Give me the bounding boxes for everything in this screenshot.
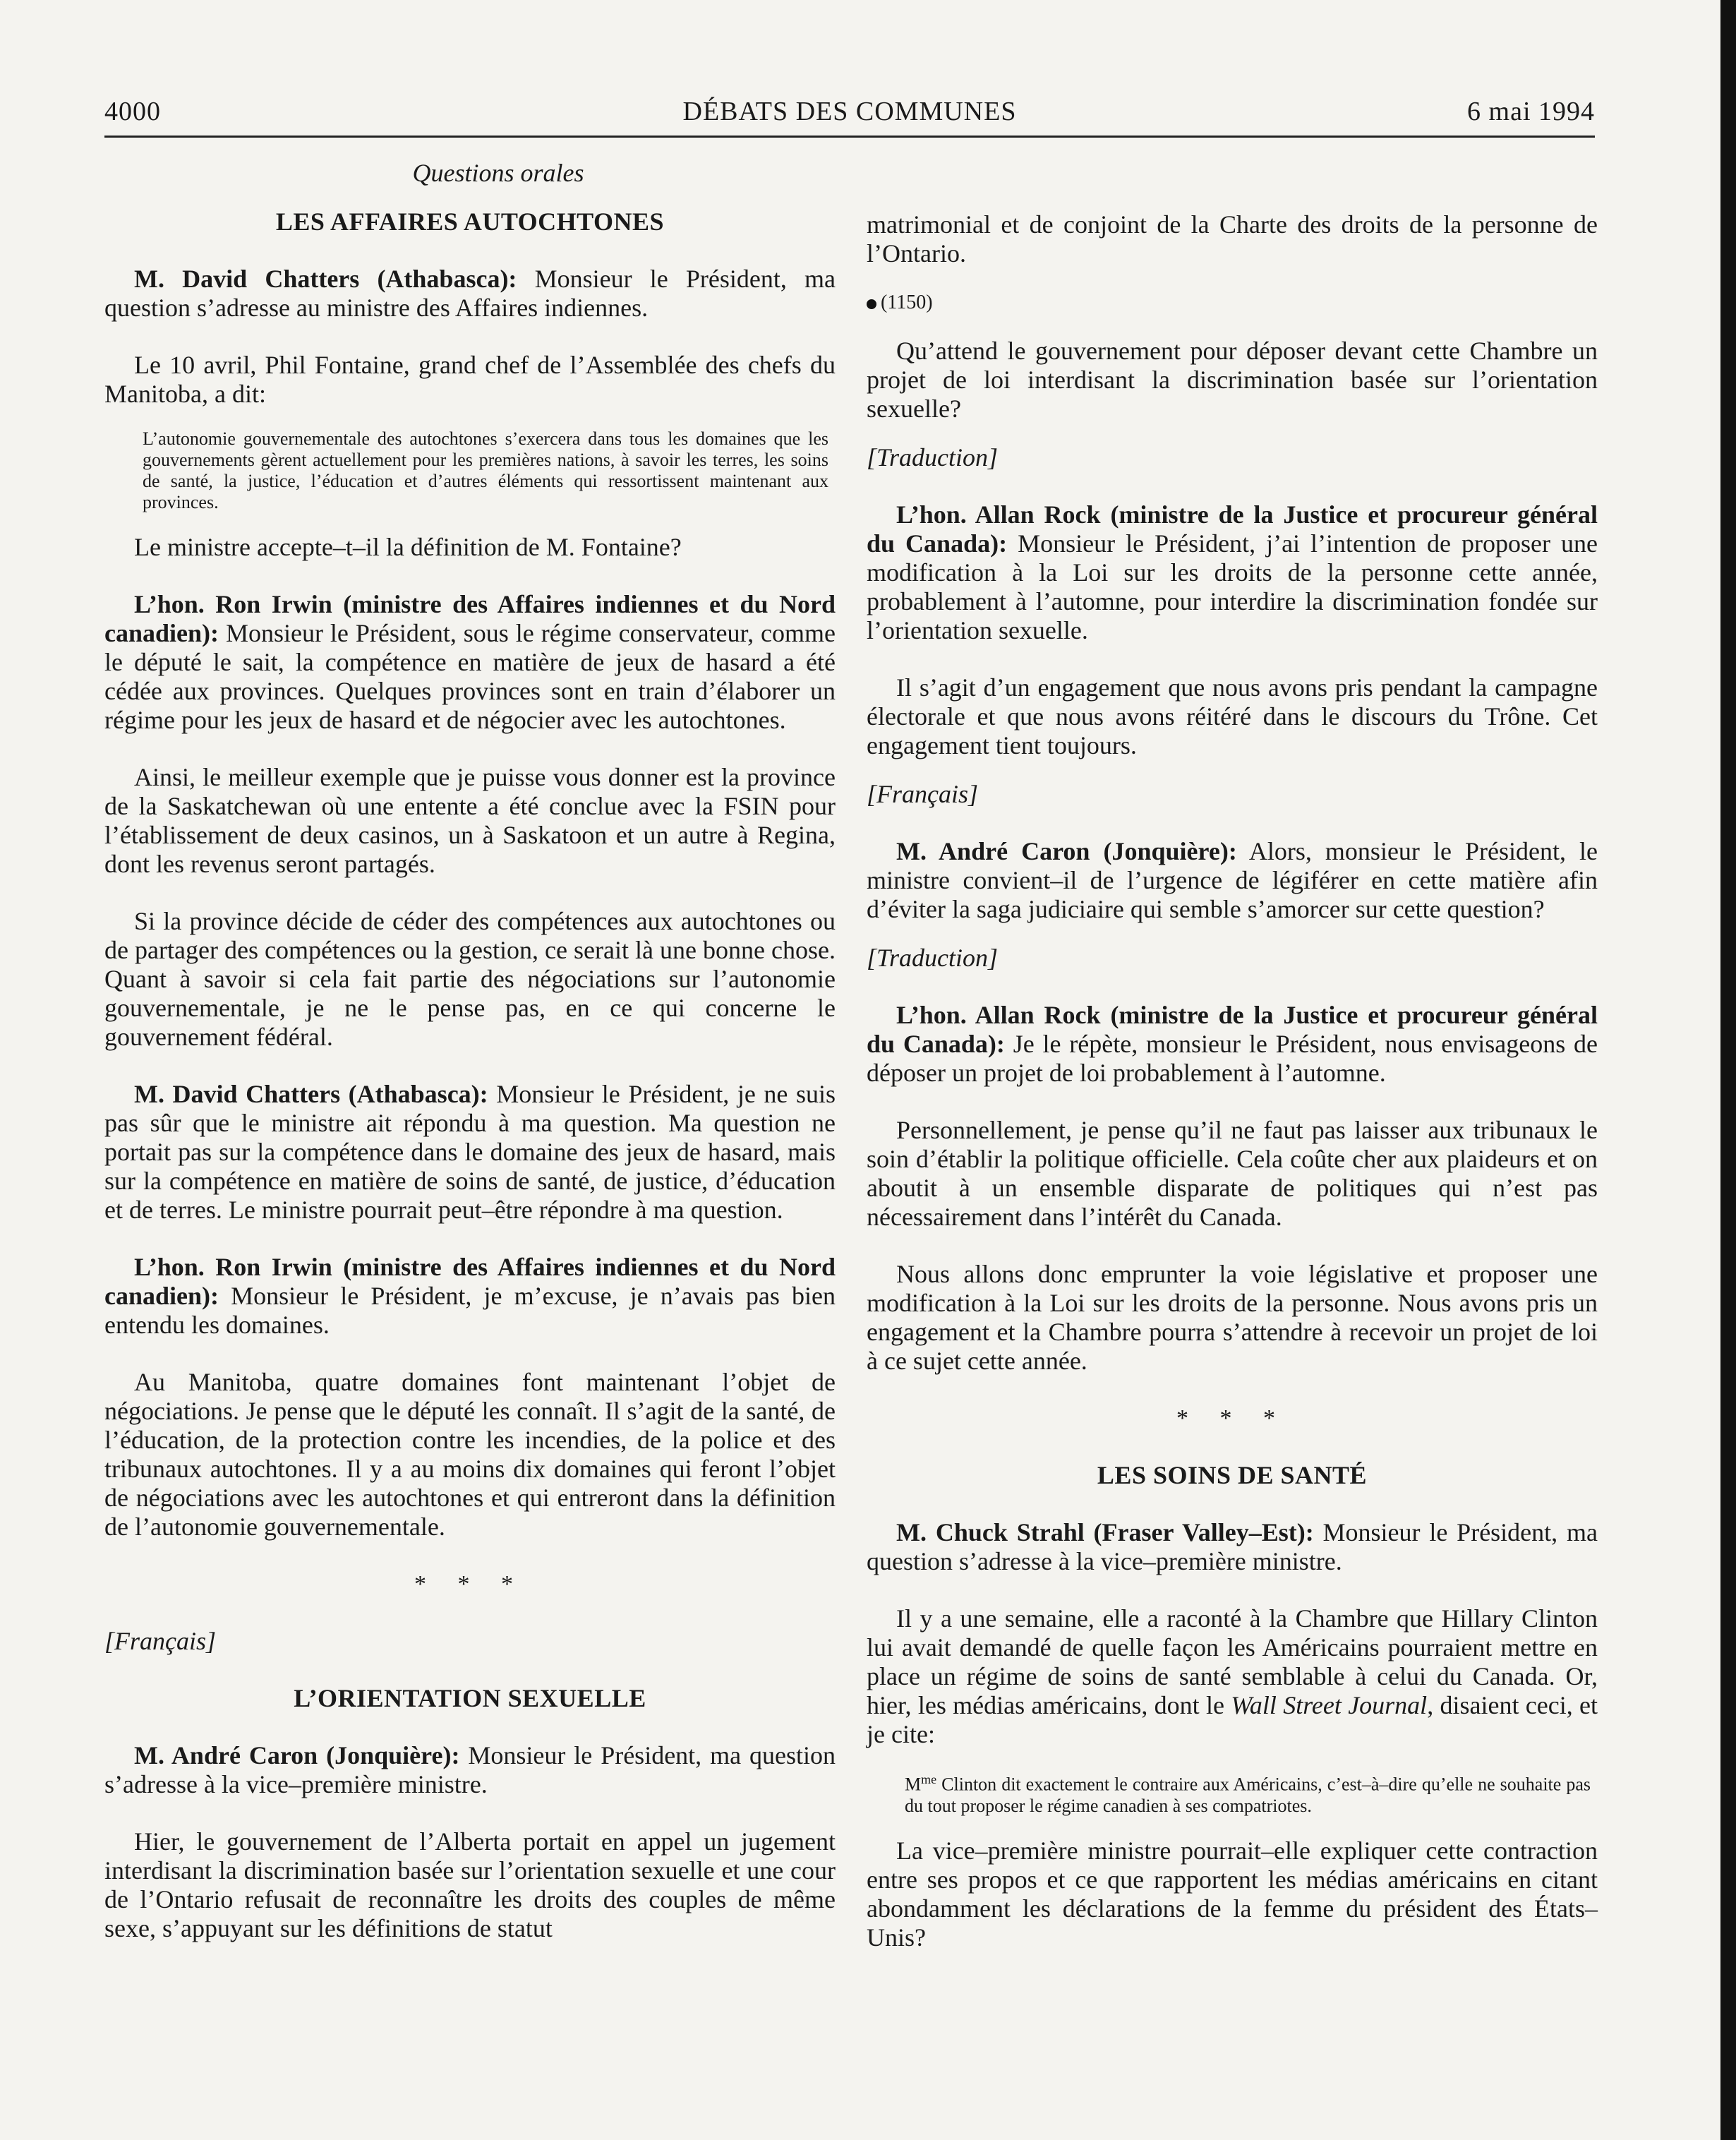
- quote-superscript: me: [921, 1772, 937, 1786]
- block-quote: L’autonomie gouvernementale des autochtones s’exercera dans tous les domaines que les gouvernements gèrent actuellement pour les premières nations, à savoir les terres, les soins de santé, la justice, l’éducation et d’autres éléments qui ressortissent maintenant aux provinces.: [143, 428, 828, 512]
- speaker-name: L’hon. Ron Irwin (ministre des Affaires indiennes et du Nord canadien):: [104, 590, 836, 647]
- paragraph: Ainsi, le meilleur exemple que je puisse vous donner est la province de la Saskatchewan où une entente a été conclue avec la FSIN pour l’établissement de deux casinos, un à Saskatoon et un autre à Regina, dont les revenus seront partagés.: [104, 763, 836, 878]
- timestamp: [867, 288, 1598, 317]
- speaker-name: M. David Chatters (Athabasca):: [134, 1080, 488, 1108]
- publication-reference: Wall Street Journal: [1231, 1691, 1428, 1719]
- bullet-icon: [867, 299, 876, 309]
- language-marker: [Français]: [867, 780, 979, 808]
- paragraph: [867, 500, 1598, 645]
- publication-title: DÉBATS DES COMMUNES: [682, 97, 1017, 126]
- paragraph-text: Monsieur le Président, ma question s’adresse à la vice–première ministre.: [104, 1741, 836, 1798]
- paragraph-text: , disaient ceci, et je cite:: [867, 1691, 1598, 1748]
- paragraph-text: Monsieur le Président, sous le régime conservateur, comme le député le sait, la compétence en matière de jeux de hasard a été cédée aux provinces. Quelques provinces sont en train d’élaborer un régime pour les jeux de hasard et de négocier avec les autochtones.: [104, 619, 836, 734]
- paragraph: [867, 837, 1598, 924]
- paragraph: [867, 1518, 1598, 1576]
- speaker-name: L’hon. Allan Rock (ministre de la Justice et procureur général du Canada):: [867, 500, 1598, 558]
- paragraph: [867, 1604, 1598, 1749]
- paragraph: [104, 265, 836, 323]
- left-column: [104, 159, 836, 1943]
- speaker-name: M. André Caron (Jonquière):: [896, 837, 1237, 865]
- paragraph: matrimonial et de conjoint de la Charte des droits de la personne de l’Ontario.: [867, 210, 1598, 268]
- paragraph: Personnellement, je pense qu’il ne faut pas laisser aux tribunaux le soin d’établir la politique officielle. Cela coûte cher aux plaideurs et on aboutit à un ensemble disparate de politiques qui n’est pas nécessairement dans l’intérêt du Canada.: [867, 1116, 1598, 1231]
- section-heading: LES AFFAIRES AUTOCHTONES: [275, 208, 665, 236]
- quote-text: Clinton dit exactement le contraire aux Américains, c’est–à–dire qu’elle ne souhaite pas du tout proposer le régime canadien à ses compatriotes.: [905, 1774, 1591, 1816]
- speaker-name: L’hon. Allan Rock (ministre de la Justice et procureur général du Canada):: [867, 1001, 1598, 1058]
- paragraph: [104, 1080, 836, 1225]
- page-header: [104, 93, 1595, 138]
- right-column: [867, 210, 1598, 1952]
- language-marker: [Français]: [104, 1627, 217, 1655]
- timestamp-text: (1150): [881, 291, 933, 313]
- page-date: 6 mai 1994: [1467, 97, 1595, 126]
- paragraph: Si la province décide de céder des compétences aux autochtones ou de partager des compétences ou la gestion, ce serait là une bonne chose. Quant à savoir si cela fait partie des négociations sur l’autonomie gouvernementale, je ne le pense pas, en ce qui concerne le gouvernement fédéral.: [104, 907, 836, 1051]
- paragraph: [867, 1001, 1598, 1088]
- section-heading: LES SOINS DE SANTÉ: [1097, 1461, 1368, 1489]
- paragraph: Hier, le gouvernement de l’Alberta portait en appel un jugement interdisant la discrimination basée sur l’orientation sexuelle et une cour de l’Ontario refusait de reconnaître les droits des couples de même sexe, s’appuyant sur les définitions de statut: [104, 1827, 836, 1942]
- paragraph-text: Monsieur le Président, je m’excuse, je n’avais pas bien entendu les domaines.: [104, 1282, 836, 1339]
- speaker-name: M. Chuck Strahl (Fraser Valley–Est):: [896, 1518, 1314, 1546]
- scan-edge: [1720, 0, 1736, 2140]
- section-separator: * * *: [1176, 1405, 1288, 1431]
- paragraph: Nous allons donc emprunter la voie législative et proposer une modification à la Loi sur les droits de la personne. Nous avons pris un engagement et la Chambre pourra s’attendre à recevoir un projet de loi à ce sujet cette année.: [867, 1260, 1598, 1375]
- speaker-name: M. David Chatters (Athabasca):: [134, 265, 517, 293]
- paragraph: Qu’attend le gouvernement pour déposer devant cette Chambre un projet de loi interdisant la discrimination basée sur l’orientation sexuelle?: [867, 337, 1598, 423]
- speaker-name: M. André Caron (Jonquière):: [134, 1741, 460, 1769]
- paragraph: Le 10 avril, Phil Fontaine, grand chef de l’Assemblée des chefs du Manitoba, a dit:: [104, 351, 836, 408]
- paragraph: Le ministre accepte–t–il la définition de M. Fontaine?: [134, 533, 682, 561]
- paragraph-text: Alors, monsieur le Président, le ministre convient–il de l’urgence de légiférer en cette matière afin d’éviter la saga judiciaire qui semble s’amorcer sur cette question?: [867, 837, 1598, 923]
- section-separator: * * *: [414, 1571, 526, 1597]
- paragraph-text: Il y a une semaine, elle a raconté à la Chambre que Hillary Clinton lui avait demandé de quelle façon les Américains pourraient mettre en place un régime de soins de santé semblable à celui du Canada. Or, hier, les médias américains, dont le: [867, 1604, 1598, 1719]
- quote-prefix: M: [905, 1774, 922, 1795]
- paragraph: Au Manitoba, quatre domaines font maintenant l’objet de négociations. Je pense que le député les connaît. Il s’agit de la santé, de l’éducation, de la protection contre les incendies, de la police et des tribunaux autochtones. Il y a au moins dix domaines qui feront l’objet de négociations avec les autochtones et qui entreront dans la définition de l’autonomie gouvernementale.: [104, 1368, 836, 1541]
- paragraph-text: Monsieur le Président, j’ai l’intention de proposer une modification à la Loi sur les droits de la personne cette année, probablement à l’automne, pour interdire la discrimination fondée sur l’orientation sexuelle.: [867, 529, 1598, 644]
- paragraph: La vice–première ministre pourrait–elle expliquer cette contraction entre ses propos et ce que rapportent les médias américains en citant abondamment les déclarations de la femme du président des États–Unis?: [867, 1836, 1598, 1952]
- category-title: Questions orales: [412, 159, 584, 187]
- language-marker: [Traduction]: [867, 944, 999, 972]
- paragraph-text: Je le répète, monsieur le Président, nous envisageons de déposer un projet de loi probablement à l’automne.: [867, 1030, 1598, 1087]
- paragraph-text: Monsieur le Président, ma question s’adresse au ministre des Affaires indiennes.: [104, 265, 836, 322]
- block-quote: [905, 1769, 1591, 1817]
- speaker-name: L’hon. Ron Irwin (ministre des Affaires indiennes et du Nord canadien):: [104, 1253, 836, 1310]
- paragraph: [104, 590, 836, 735]
- paragraph-text: Monsieur le Président, je ne suis pas sûr que le ministre ait répondu à ma question. Ma question ne portait pas sur la compétence dans le domaine des jeux de hasard, mais sur la compétence en matière de soins de santé, de justice, d’éducation et de terres. Le ministre pourrait peut–être répondre à ma question.: [104, 1080, 836, 1224]
- section-heading: L’ORIENTATION SEXUELLE: [294, 1684, 646, 1712]
- paragraph-text: Monsieur le Président, ma question s’adresse à la vice–première ministre.: [867, 1518, 1598, 1575]
- paragraph: [104, 1253, 836, 1340]
- paragraph: [104, 1741, 836, 1799]
- language-marker: [Traduction]: [867, 443, 999, 471]
- page-number: 4000: [104, 97, 161, 126]
- paragraph: Il s’agit d’un engagement que nous avons pris pendant la campagne électorale et que nous avons réitéré dans le discours du Trône. Cet engagement tient toujours.: [867, 673, 1598, 759]
